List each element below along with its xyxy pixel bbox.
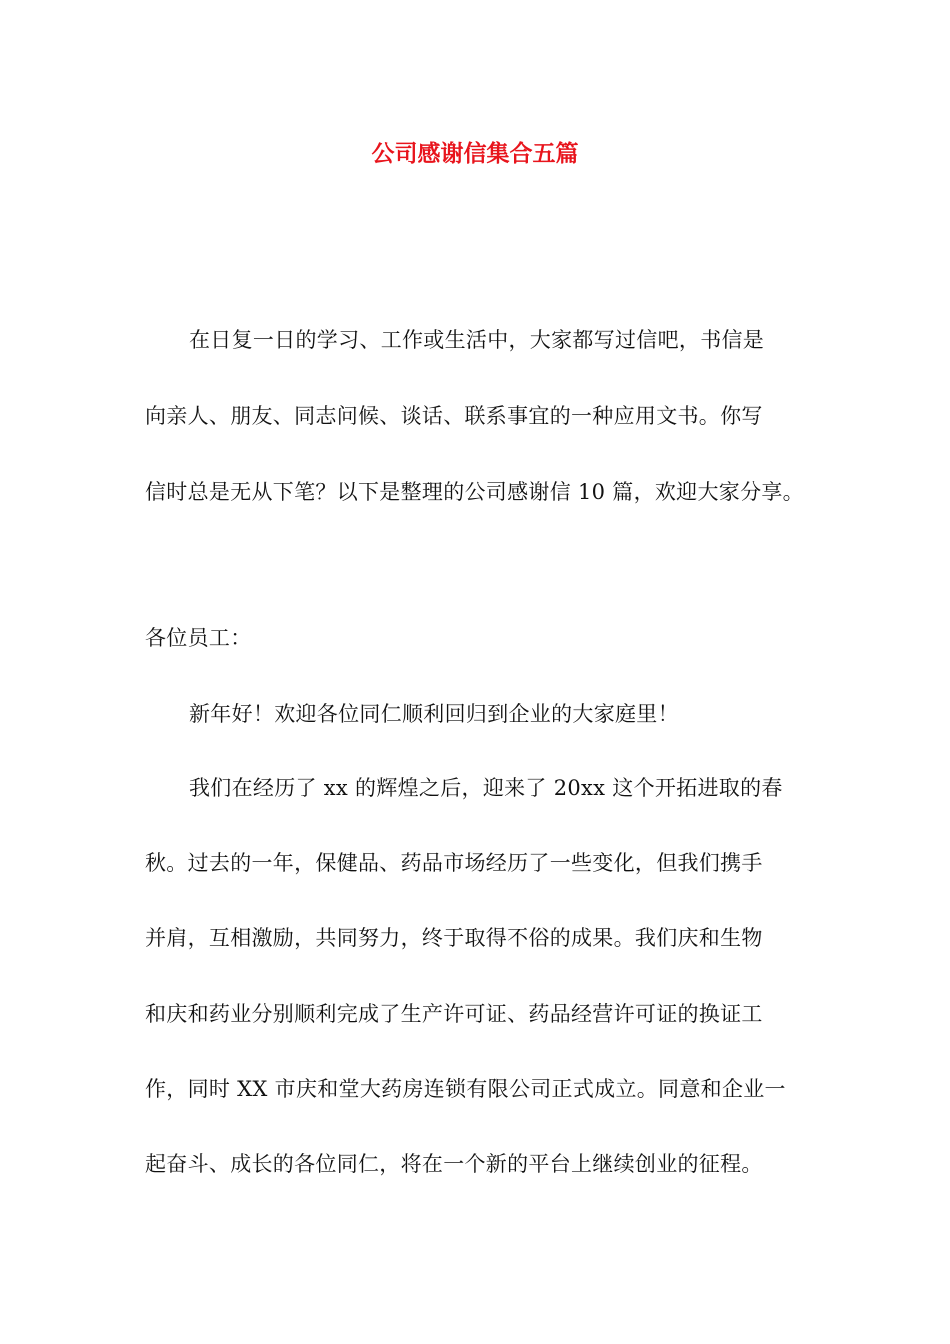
body-line-2: 秋。过去的一年，保健品、药品市场经历了一些变化，但我们携手 (145, 851, 763, 875)
document-title: 公司感谢信集合五篇 (371, 141, 579, 167)
intro-line-1: 在日复一日的学习、工作或生活中，大家都写过信吧，书信是 (189, 328, 765, 352)
intro-line-2: 向亲人、朋友、同志问候、谈话、联系事宜的一种应用文书。你写 (145, 404, 763, 428)
body-line-4: 和庆和药业分别顺利完成了生产许可证、药品经营许可证的换证工 (145, 1002, 763, 1026)
body-line-1: 我们在经历了 xx 的辉煌之后，迎来了 20xx 这个开拓进取的春 (189, 776, 783, 800)
greeting-line: 新年好！欢迎各位同仁顺利回归到企业的大家庭里！ (189, 702, 679, 726)
body-line-5: 作，同时 XX 市庆和堂大药房连锁有限公司正式成立。同意和企业一 (145, 1077, 786, 1101)
body-line-6: 起奋斗、成长的各位同仁，将在一个新的平台上继续创业的征程。 (145, 1152, 763, 1176)
salutation: 各位员工： (145, 626, 252, 650)
intro-line-3: 信时总是无从下笔？以下是整理的公司感谢信 10 篇，欢迎大家分享。 (145, 480, 804, 504)
body-line-3: 并肩，互相激励，共同努力，终于取得不俗的成果。我们庆和生物 (145, 926, 763, 950)
